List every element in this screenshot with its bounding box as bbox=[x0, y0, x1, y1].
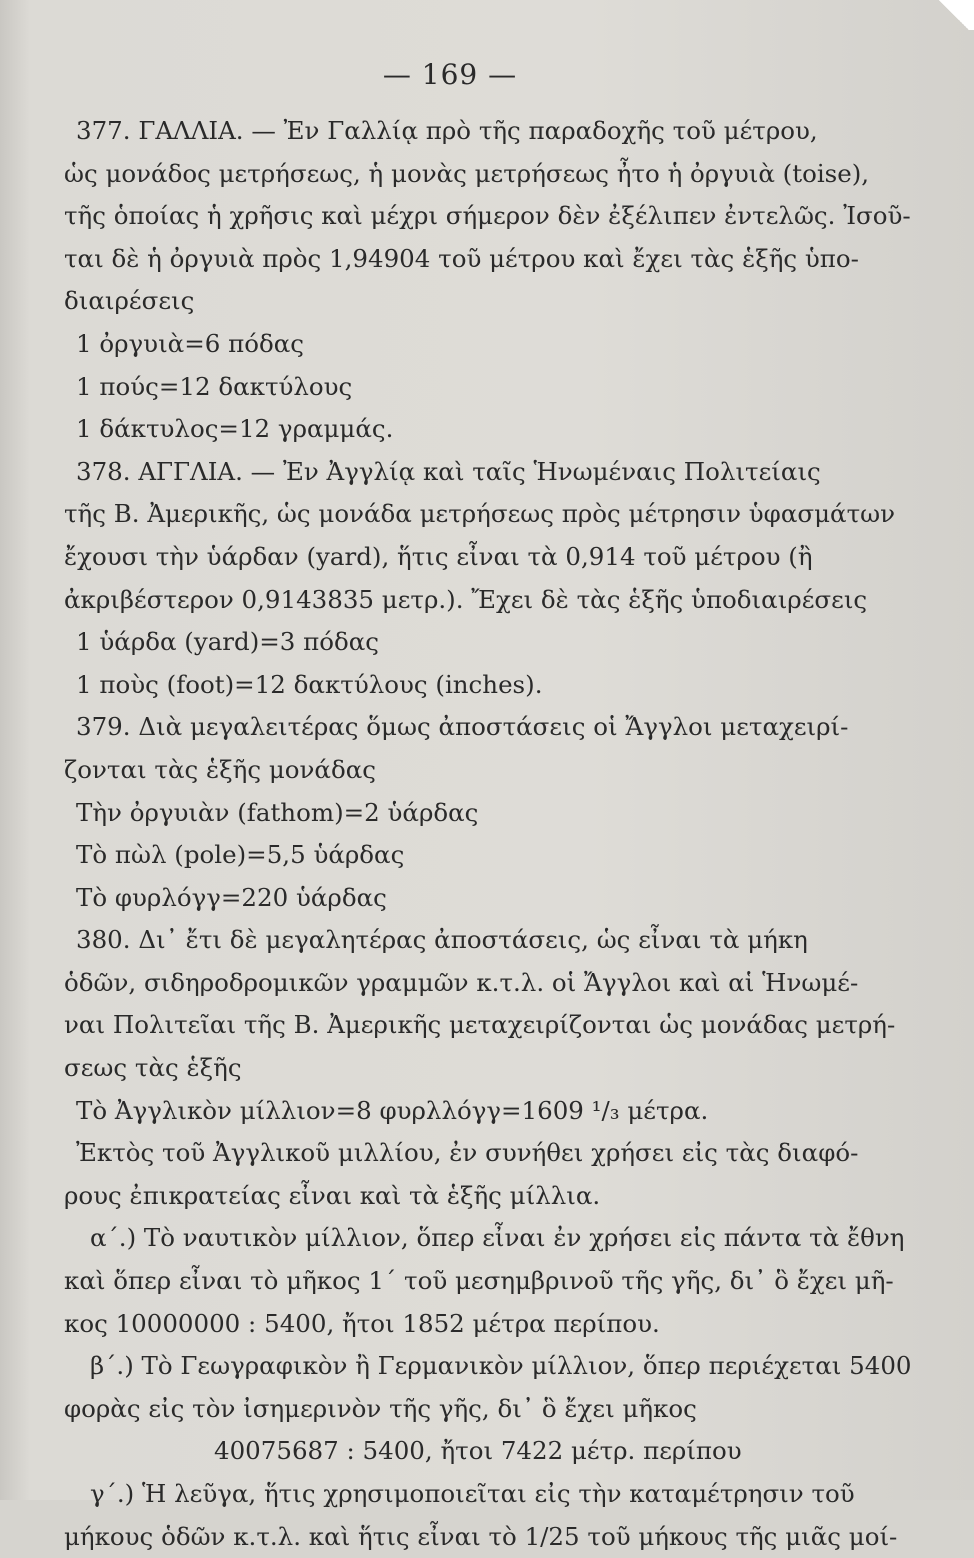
text-line: Τὴν ὀργυιὰν (fathom)=2 ὑάρδας bbox=[76, 797, 479, 827]
text-line: 1 ποὺς (foot)=12 δακτύλους (inches). bbox=[76, 669, 543, 699]
text-line: β΄.) Τὸ Γεωγραφικὸν ἢ Γερμανικὸν μίλλιον, ὅπερ περιέχεται 5400 bbox=[90, 1351, 912, 1381]
page-number: — 169 — bbox=[382, 58, 518, 91]
text-line: ὡς μονάδος μετρήσεως, ἡ μονὰς μετρήσεως ἦτο ἡ ὀργυιὰ (toise), bbox=[64, 158, 870, 188]
text-line: ὁδῶν, σιδηροδρομικῶν γραμμῶν κ.τ.λ. οἱ Ἄγγλοι καὶ αἱ Ἡνωμέ- bbox=[64, 967, 859, 997]
text-line: ρους ἐπικρατείας εἶναι καὶ τὰ ἑξῆς μίλλια. bbox=[64, 1180, 601, 1210]
text-line: μήκους ὁδῶν κ.τ.λ. καὶ ἥτις εἶναι τὸ 1/25 τοῦ μήκους τῆς μιᾶς μοί- bbox=[64, 1521, 898, 1551]
text-line: γ΄.) Ἡ λεῦγα, ἥτις χρησιμοποιεῖται εἰς τὴν καταμέτρησιν τοῦ bbox=[90, 1479, 855, 1508]
text-line: ται δὲ ἡ ὀργυιὰ πρὸς 1,94904 τοῦ μέτρου καὶ ἔχει τὰς ἑξῆς ὑπο- bbox=[64, 243, 859, 273]
text-line: Τὸ πὼλ (pole)=5,5 ὑάρδας bbox=[76, 840, 405, 870]
page-corner bbox=[934, 0, 974, 30]
text-line: 40075687 : 5400, ἤτοι 7422 μέτρ. περίπου bbox=[214, 1436, 742, 1466]
body-text bbox=[64, 110, 912, 1558]
text-line: Ἐκτὸς τοῦ Ἀγγλικοῦ μιλλίου, ἐν συνήθει χρήσει εἰς τὰς διαφό- bbox=[76, 1138, 859, 1168]
text-line: καὶ ὅπερ εἶναι τὸ μῆκος 1΄ τοῦ μεσημβρινοῦ τῆς γῆς, δι᾽ ὃ ἔχει μῆ- bbox=[64, 1266, 894, 1296]
text-line: 1 ὀργυιὰ=6 πόδας bbox=[76, 328, 304, 358]
text-line: Τὸ φυρλόγγ=220 ὑάρδας bbox=[76, 882, 387, 912]
text-line: 1 πούς=12 δακτύλους bbox=[76, 371, 353, 401]
text-line: 379. Διὰ μεγαλειτέρας ὅμως ἀποστάσεις οἱ Ἄγγλοι μεταχειρί- bbox=[76, 712, 849, 742]
text-line: α΄.) Τὸ ναυτικὸν μίλλιον, ὅπερ εἶναι ἐν χρήσει εἰς πάντα τὰ ἔθνη bbox=[90, 1223, 905, 1253]
text-line: ναι Πολιτεῖαι τῆς Β. Ἀμερικῆς μεταχειρίζονται ὡς μονάδας μετρή- bbox=[64, 1010, 896, 1040]
text-line: 1 ὑάρδα (yard)=3 πόδας bbox=[76, 627, 380, 657]
text-line: 380. Δι᾽ ἔτι δὲ μεγαλητέρας ἀποστάσεις, ὡς εἶναι τὰ μήκη bbox=[76, 925, 808, 955]
text-line: διαιρέσεις bbox=[64, 286, 195, 316]
text-line: Τὸ Ἀγγλικὸν μίλλιον=8 φυρλλόγγ=1609 ¹/₃ μέτρα. bbox=[76, 1095, 709, 1125]
text-line: σεως τὰς ἑξῆς bbox=[64, 1053, 242, 1083]
text-line: κος 10000000 : 5400, ἤτοι 1852 μέτρα περίπου. bbox=[64, 1308, 660, 1338]
text-line: 1 δάκτυλος=12 γραμμάς. bbox=[76, 414, 394, 444]
text-line: 377. ΓΑΛΛΙΑ. — Ἐν Γαλλίᾳ πρὸ τῆς παραδοχῆς τοῦ μέτρου, bbox=[76, 116, 818, 145]
text-line: ἔχουσι τὴν ὑάρδαν (yard), ἥτις εἶναι τὰ 0,914 τοῦ μέτρου (ἢ bbox=[64, 541, 813, 571]
text-line: φορὰς εἰς τὸν ἰσημερινὸν τῆς γῆς, δι᾽ ὃ ἔχει μῆκος bbox=[64, 1393, 697, 1423]
text-line: ἀκριβέστερον 0,9143835 μετρ.). Ἔχει δὲ τὰς ἑξῆς ὑποδιαιρέσεις bbox=[64, 584, 868, 614]
text-line: ζονται τὰς ἑξῆς μονάδας bbox=[64, 754, 376, 784]
text-line: τῆς Β. Ἀμερικῆς, ὡς μονάδα μετρήσεως πρὸς μέτρησιν ὑφασμάτων bbox=[64, 499, 896, 529]
text-line: τῆς ὁποίας ἡ χρῆσις καὶ μέχρι σήμερον δὲν ἐξέλιπεν ἐντελῶς. Ἰσοῦ- bbox=[64, 201, 911, 231]
text-line: 378. ΑΓΓΛΙΑ. — Ἐν Ἀγγλίᾳ καὶ ταῖς Ἡνωμέναις Πολιτείαις bbox=[76, 456, 821, 486]
